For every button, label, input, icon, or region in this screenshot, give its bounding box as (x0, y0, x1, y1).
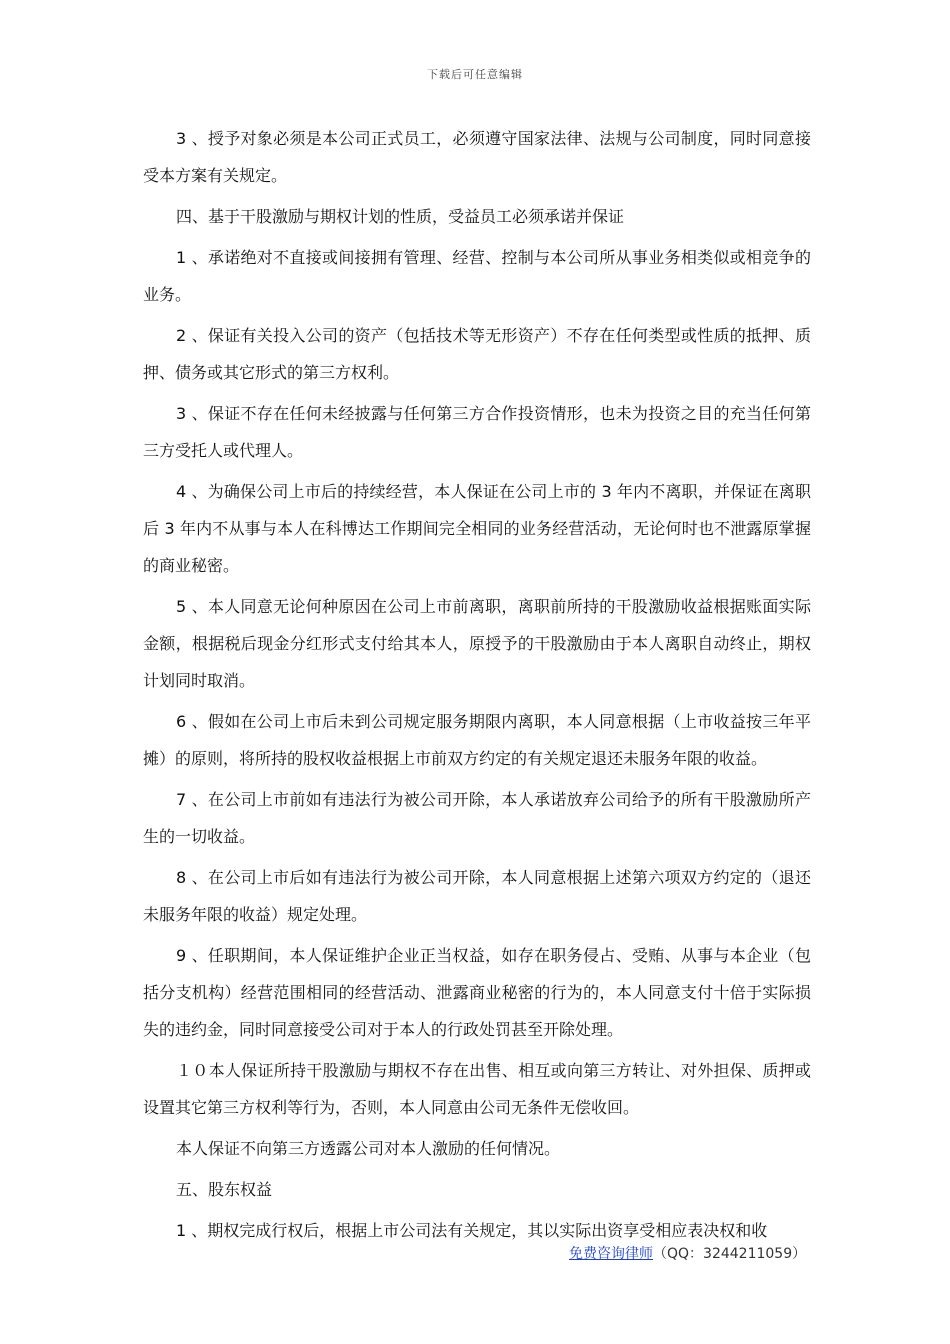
paragraph-confidentiality: 本人保证不向第三方透露公司对本人激励的任何情况。 (176, 1139, 561, 1158)
paragraph-commitment-7: 7 、在公司上市前如有违法行为被公司开除，本人承诺放弃公司给予的所有干股激励所产生的一切收益。 (143, 790, 811, 846)
document-body (143, 120, 811, 1253)
paragraph-commitment-6: 6 、假如在公司上市后未到公司规定服务期限内离职，本人同意根据（上市收益按三年平摊）的原则，将所持的股权收益根据上市前双方约定的有关规定退还未服务年限的收益。 (143, 712, 811, 768)
paragraph-commitment-4: 4 、为确保公司上市后的持续经营，本人保证在公司上市的 3 年内不离职，并保证在离职后 3 年内不从事与本人在科博达工作期间完全相同的业务经营活动，无论何时也不泄露原掌握的商业秘密。 (143, 482, 811, 575)
paragraph-commitment-10: １０本人保证所持干股激励与期权不存在出售、相互或向第三方转让、对外担保、质押或设置其它第三方权利等行为，否则，本人同意由公司无条件无偿收回。 (143, 1061, 811, 1117)
qq-contact-text: （QQ：3244211059） (653, 1246, 807, 1262)
free-lawyer-consult-link[interactable]: 免费咨询律师 (569, 1246, 653, 1262)
paragraph-3-grant-target: 3 、授予对象必须是本公司正式员工，必须遵守国家法律、法规与公司制度，同时同意接受本方案有关规定。 (143, 129, 811, 185)
paragraph-commitment-5: 5 、本人同意无论何种原因在公司上市前离职，离职前所持的干股激励收益根据账面实际金额，根据税后现金分红形式支付给其本人，原授予的干股激励由于本人离职自动终止，期权计划同时取消。 (143, 597, 811, 690)
paragraph-commitment-8: 8 、在公司上市后如有违法行为被公司开除，本人同意根据上述第六项双方约定的（退还未服务年限的收益）规定处理。 (143, 868, 811, 924)
section-heading-4: 四、基于干股激励与期权计划的性质，受益员工必须承诺并保证 (176, 207, 625, 226)
page-header: 下载后可任意编辑 (427, 68, 523, 81)
paragraph-commitment-1: 1 、承诺绝对不直接或间接拥有管理、经营、控制与本公司所从事业务相类似或相竞争的业务。 (143, 248, 811, 304)
section-heading-5: 五、股东权益 (176, 1180, 273, 1199)
paragraph-shareholder-rights-1: 1 、期权完成行权后，根据上市公司法有关规定，其以实际出资享受相应表决权和收 (176, 1221, 768, 1240)
page-footer (569, 1243, 806, 1263)
paragraph-commitment-3: 3 、保证不存在任何未经披露与任何第三方合作投资情形，也未为投资之目的充当任何第三方受托人或代理人。 (143, 404, 811, 460)
paragraph-commitment-2: 2 、保证有关投入公司的资产（包括技术等无形资产）不存在任何类型或性质的抵押、质押、债务或其它形式的第三方权利。 (143, 326, 811, 382)
paragraph-commitment-9: 9 、任职期间，本人保证维护企业正当权益，如存在职务侵占、受贿、从事与本企业（包括分支机构）经营范围相同的经营活动、泄露商业秘密的行为的，本人同意支付十倍于实际损失的违约金，同时同意接受公司对于本人的行政处罚甚至开除处理。 (143, 946, 811, 1039)
